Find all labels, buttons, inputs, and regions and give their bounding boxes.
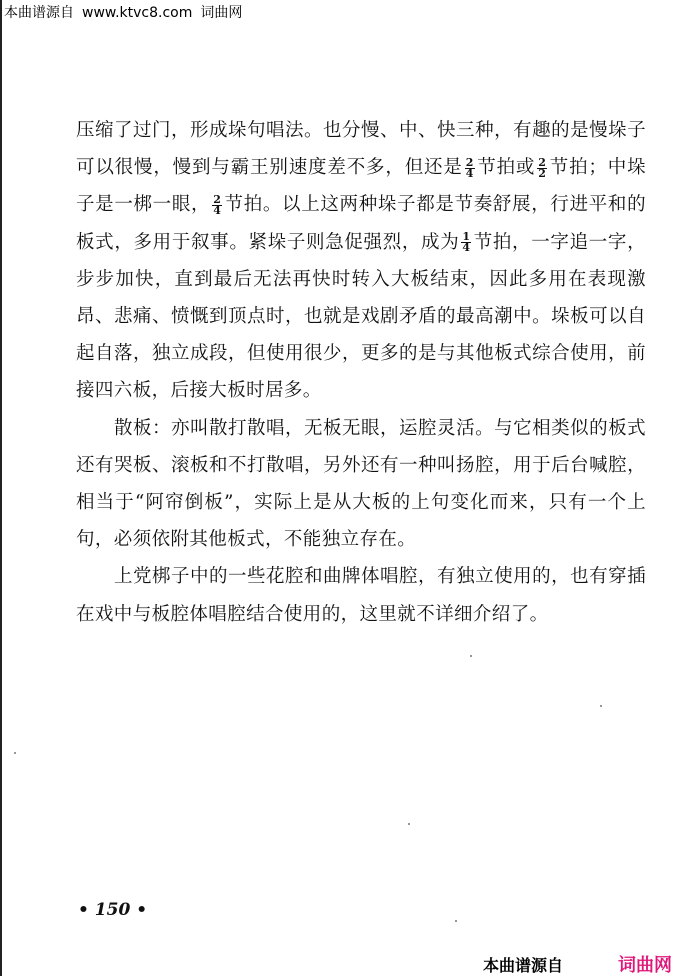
- text-run: 上党梆子中的一些花腔和曲牌体唱腔，有独立使用的，也有穿插在戏中与板腔体唱腔结合使用的，这里就不详细介绍了。: [76, 566, 646, 625]
- fraction-denominator: 4: [462, 241, 471, 255]
- scan-speck: [14, 752, 16, 754]
- paragraph-sanban: [76, 410, 646, 559]
- scan-speck: [600, 705, 602, 707]
- paragraph-huaqiang: [76, 558, 646, 632]
- header-site-name: 本曲谱源自: [4, 5, 74, 21]
- fraction-denominator: 2: [538, 166, 547, 180]
- text-run: 散板：亦叫散打散唱，无板无眼，运腔灵活。与它相类似的板式还有哭板、滚板和不打散唱，另外还有一种叫扬腔，用于后台喊腔，相当于“阿帘倒板”，实际上是从大板的上句变化而来，只有一个上句，必须依附其他板式，不能独立存在。: [76, 417, 646, 551]
- footer-site-name: 本曲谱源自: [483, 956, 564, 975]
- scan-speck: [470, 655, 472, 657]
- scan-speck: [408, 823, 410, 825]
- text-run: 节拍或: [476, 157, 536, 179]
- fraction-numerator: 2: [538, 155, 547, 169]
- watermark-header: [4, 2, 242, 22]
- page-edge-line: [0, 0, 2, 976]
- paragraph-duoban: [76, 112, 646, 410]
- fraction-numerator: 2: [465, 155, 474, 169]
- scan-speck: [455, 920, 457, 922]
- page-number: • 150 •: [78, 900, 148, 920]
- text-run: 节拍，一字追一字，步步加快，直到最后无法再快时转入大板结束，因此多用在表现激昂、悲痛、愤慨到顶点时，也就是戏剧矛盾的最高潮中。垛板可以自起自落，独立成段，但使用很少，更多的是与其他板式综合使用，前接四六板，后接大板时居多。: [76, 231, 646, 402]
- text-run: 节拍；中垛子是一梆一眼，: [76, 157, 646, 216]
- fraction-numerator: 2: [213, 192, 222, 206]
- text-run: 压缩了过门，形成垛句唱法。也分慢、中、快三种，有趣的是慢垛子可以很慢，慢到与霸王别速度差不多，但还是: [76, 120, 646, 179]
- body-text: [76, 112, 646, 633]
- footer-logo[interactable]: 词曲网: [618, 955, 672, 976]
- text-run: 节拍。以上这两种垛子都是节奏舒展，行进平和的板式，多用于叙事。紧垛子则急促强烈，成为: [76, 194, 646, 253]
- header-url[interactable]: www.ktvc8.com: [82, 5, 193, 21]
- fraction-denominator: 4: [465, 166, 474, 180]
- fraction: [212, 192, 222, 217]
- fraction: [461, 232, 471, 253]
- header-brand: 词曲网: [200, 5, 243, 21]
- fraction-denominator: 4: [213, 203, 222, 217]
- fraction: [537, 155, 547, 180]
- fraction-numerator: 1: [462, 230, 471, 244]
- fraction: [465, 155, 475, 180]
